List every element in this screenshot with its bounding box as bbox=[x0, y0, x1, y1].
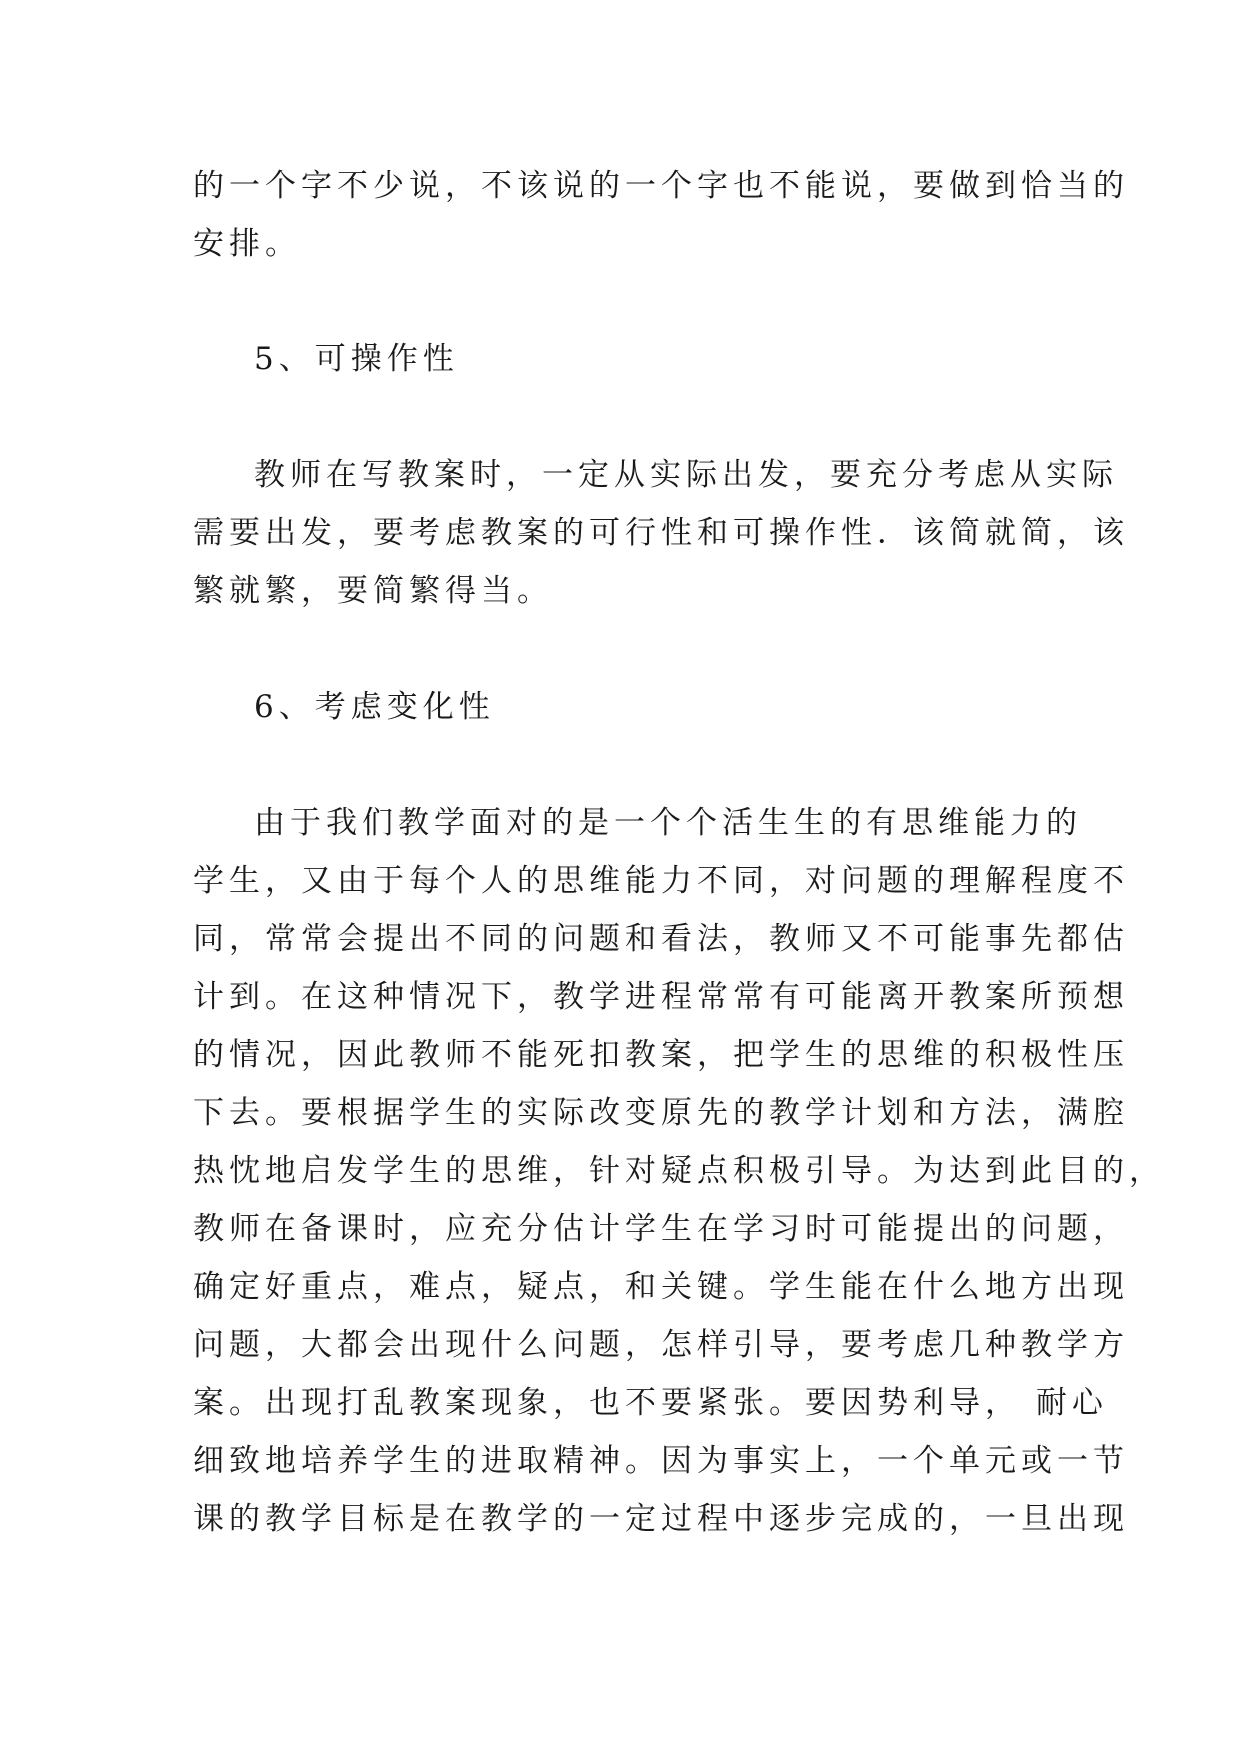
paragraph-line: 同，常常会提出不同的问题和看法，教师又不可能事先都估 bbox=[193, 921, 1129, 957]
paragraph-line: 的情况，因此教师不能死扣教案，把学生的思维的积极性压 bbox=[193, 1037, 1129, 1073]
section-heading-6: 6、考虑变化性 bbox=[254, 689, 495, 725]
paragraph-line: 安排。 bbox=[193, 226, 301, 262]
paragraph-line: 教师在备课时，应充分估计学生在学习时可能提出的问题， bbox=[193, 1211, 1129, 1247]
paragraph-line: 教师在写教案时，一定从实际出发，要充分考虑从实际 bbox=[254, 457, 1118, 493]
section-heading-5: 5、可操作性 bbox=[254, 341, 459, 377]
paragraph-line: 繁就繁，要简繁得当。 bbox=[193, 573, 553, 609]
paragraph-line: 问题，大都会出现什么问题，怎样引导，要考虑几种教学方 bbox=[193, 1327, 1129, 1363]
paragraph-line: 确定好重点，难点，疑点，和关键。学生能在什么地方出现 bbox=[193, 1269, 1129, 1305]
paragraph-line: 热忱地启发学生的思维，针对疑点积极引导。为达到此目的， bbox=[193, 1153, 1165, 1189]
paragraph-line: 由于我们教学面对的是一个个活生生的有思维能力的 bbox=[254, 805, 1082, 841]
paragraph-line: 细致地培养学生的进取精神。因为事实上，一个单元或一节 bbox=[193, 1443, 1129, 1479]
paragraph-line: 的一个字不少说，不该说的一个字也不能说，要做到恰当的 bbox=[193, 168, 1129, 204]
paragraph-line: 需要出发，要考虑教案的可行性和可操作性．该简就简，该 bbox=[193, 515, 1129, 551]
paragraph-line: 下去。要根据学生的实际改变原先的教学计划和方法，满腔 bbox=[193, 1095, 1129, 1131]
paragraph-line: 计到。在这种情况下，教学进程常常有可能离开教案所预想 bbox=[193, 979, 1129, 1015]
paragraph-line: 案。出现打乱教案现象，也不要紧张。要因势利导， 耐心 bbox=[193, 1385, 1108, 1421]
paragraph-line: 课的教学目标是在教学的一定过程中逐步完成的，一旦出现 bbox=[193, 1501, 1129, 1537]
paragraph-line: 学生，又由于每个人的思维能力不同，对问题的理解程度不 bbox=[193, 863, 1129, 899]
